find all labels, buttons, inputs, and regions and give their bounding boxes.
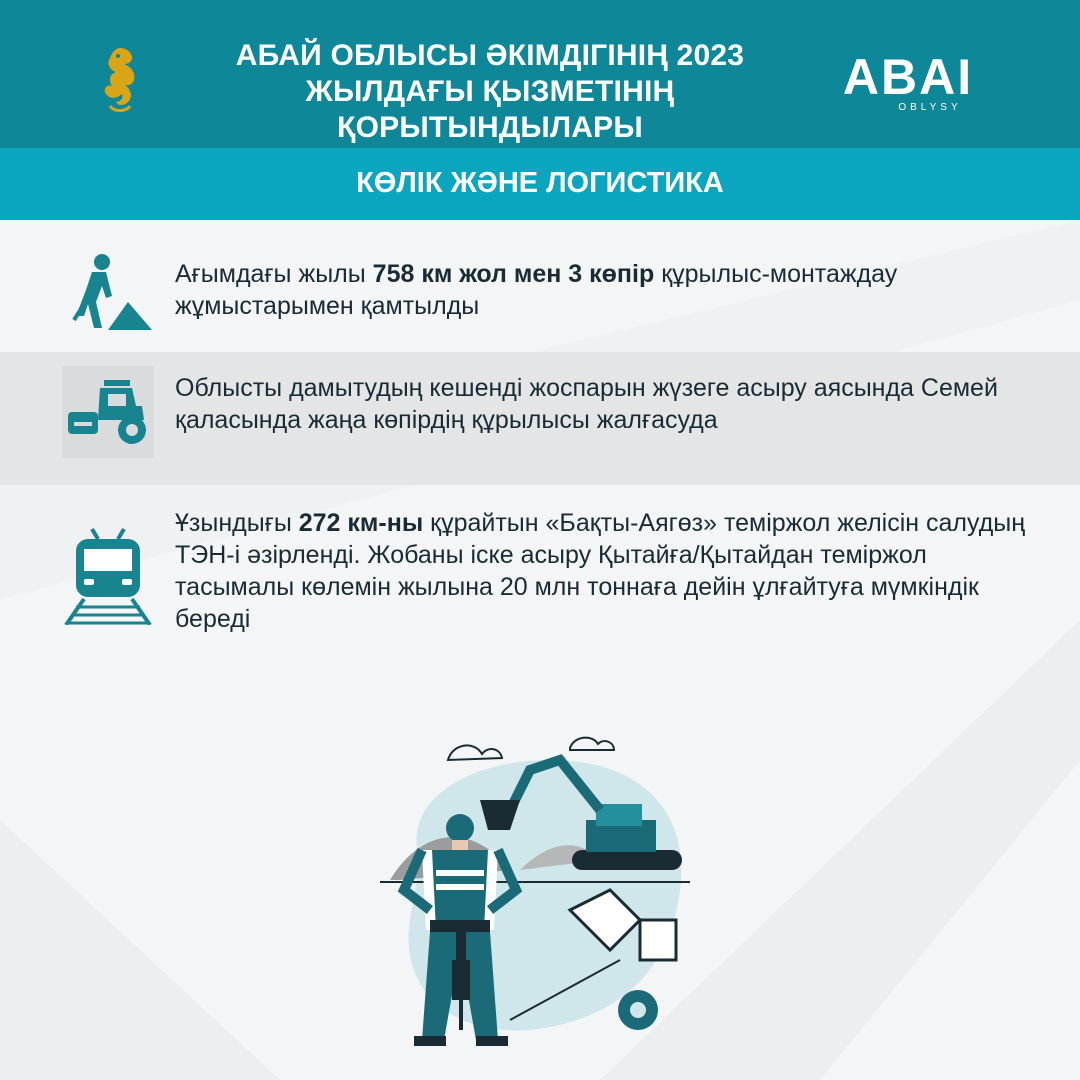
- train-on-rails-icon: [62, 525, 154, 625]
- item-text: [175, 258, 1045, 322]
- road-worker-shovel-icon: [62, 250, 154, 330]
- item-text-part: құрылыс-монтаждау жұмыстарымен қамтылды: [175, 260, 898, 320]
- item-text-bold: 272 км-ны: [298, 509, 424, 537]
- item-text: [175, 372, 1045, 436]
- abai-logo: [830, 44, 986, 120]
- item-text-part: Ұзындығы: [175, 509, 299, 537]
- page-title-line-1: АБАЙ ОБЛЫСЫ ӘКІМДІГІНІҢ 2023: [235, 39, 745, 72]
- list-item: [0, 352, 1080, 485]
- item-text-part: құрайтын «Бақты-Аягөз» теміржол желісін салудың ТЭН-і әзірленді. Жобаны іске асыру Қытайға/Қытайдан теміржол тасымалы көлемін жылына 20 млн тоннаға дейін ұлғайтуға мүмкіндік береді: [175, 509, 1026, 633]
- road-roller-icon: [62, 366, 154, 458]
- header: [0, 0, 1080, 148]
- construction-worker-excavator-illustration: [360, 720, 720, 1080]
- snow-leopard-emblem-icon: [96, 44, 144, 114]
- section-bar: [0, 148, 1080, 220]
- section-title: КӨЛІК ЖӘНЕ ЛОГИСТИКА: [356, 167, 724, 199]
- item-text-bold: 758 км жол мен 3 көпір: [372, 260, 655, 288]
- item-text-part: Облысты дамытудың кешенді жоспарын жүзеге асыру аясында Семей қаласында жаңа көпірдің құрылысы жалғасуда: [175, 374, 998, 434]
- logo-text: ABAI: [842, 49, 974, 105]
- page-title: [150, 38, 830, 146]
- list-item: [0, 485, 1080, 655]
- logo-subtext: OBLYSY: [898, 102, 962, 113]
- item-text: [175, 507, 1045, 635]
- list-item: [0, 220, 1080, 352]
- page-title-line-2: ЖЫЛДАҒЫ ҚЫЗМЕТІНІҢ ҚОРЫТЫНДЫЛАРЫ: [305, 75, 675, 144]
- item-text-part: Ағымдағы жылы: [175, 260, 373, 288]
